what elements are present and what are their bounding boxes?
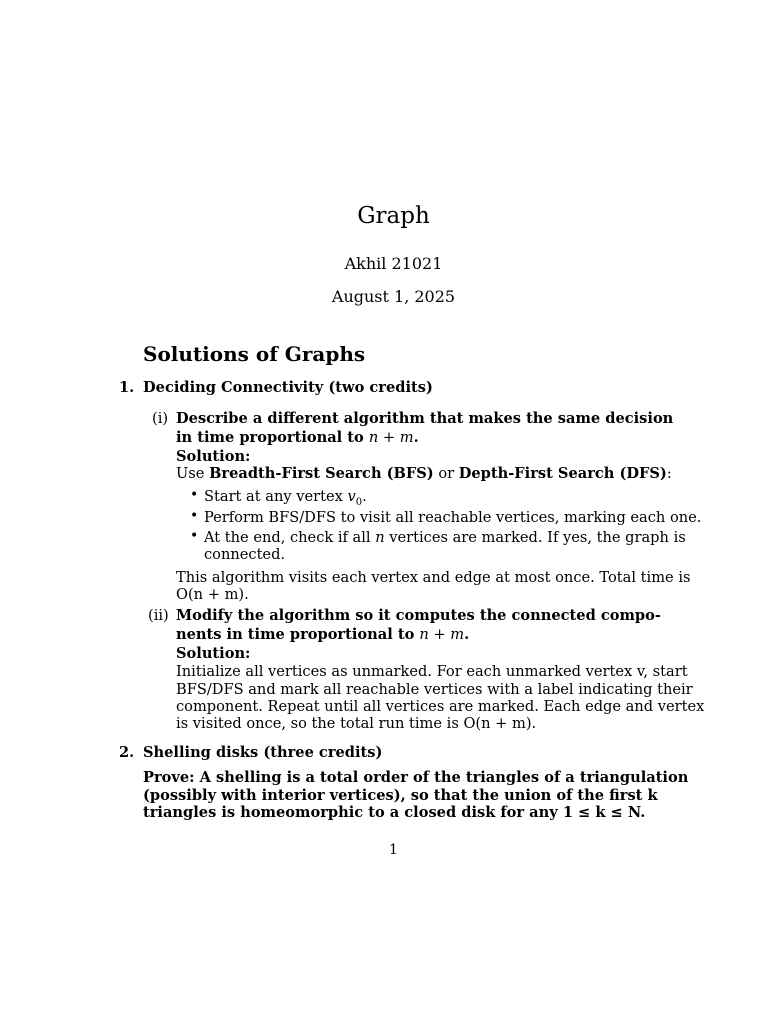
part-ii-question-line1: Modify the algorithm so it computes the connected compo- (176, 607, 661, 624)
bullet-icon: • (190, 487, 199, 503)
part-i-solution-label: Solution: (176, 448, 251, 465)
part-i-intro (176, 464, 672, 483)
part-i-closing-line1: This algorithm visits each vertex and edge at most once. Total time is (176, 569, 691, 586)
page-number: 1 (389, 842, 398, 858)
part-ii-body-line2: BFS/DFS and mark all reachable vertices with a label indicating their (176, 681, 693, 698)
part-ii-body-line3: component. Repeat until all vertices are marked. Each edge and vertex (176, 698, 705, 715)
intro-bfs: Breadth-First Search (BFS) (209, 465, 434, 482)
intro-dfs: Depth-First Search (DFS) (458, 465, 667, 482)
part-i-question-line2-text: in time proportional to (176, 429, 369, 446)
part-ii-body-line1: Initialize all vertices as unmarked. For each unmarked vertex v, start (176, 663, 688, 680)
part-ii-question-math: n + m (419, 626, 465, 643)
bullet-icon: • (190, 528, 199, 544)
intro-or: or (433, 465, 459, 482)
bullet-1-subscript: 0 (355, 496, 363, 508)
problem-2-number: 2. (119, 744, 135, 761)
part-ii-body-line4: is visited once, so the total run time is O(n + m). (176, 715, 537, 732)
part-i-question-math: n + m (368, 429, 414, 446)
document-date: August 1, 2025 (331, 287, 456, 306)
part-i-question-end: . (413, 429, 419, 446)
problem-1-heading: Deciding Connectivity (two credits) (143, 379, 433, 396)
bullet-3-line2: connected. (204, 546, 286, 563)
part-i-closing-line2: O(n + m). (176, 586, 249, 603)
intro-colon: : (666, 465, 672, 482)
problem-2-prove-line3: triangles is homeomorphic to a closed disk for any 1 ≤ k ≤ N. (143, 804, 646, 821)
problem-2-prove-line1: Prove: A shelling is a total order of the triangles of a triangulation (143, 769, 689, 786)
bullet-1-end: . (362, 488, 367, 505)
part-ii-question-end: . (464, 626, 470, 643)
intro-use: Use (176, 465, 210, 482)
bullet-3-text-a: At the end, check if all (204, 529, 376, 546)
part-ii-question-line2-text: nents in time proportional to (176, 626, 420, 643)
document-author: Akhil 21021 (344, 254, 443, 273)
bullet-icon: • (190, 508, 199, 524)
part-ii-label: (ii) (148, 607, 169, 624)
part-i-question-line1: Describe a different algorithm that makes the same decision (176, 410, 674, 427)
part-i-label: (i) (152, 410, 169, 427)
section-heading: Solutions of Graphs (143, 342, 366, 366)
bullet-1-math: v (347, 488, 356, 505)
problem-2-prove-line2: (possibly with interior vertices), so that the union of the first k (143, 787, 658, 804)
part-i-question-line2 (176, 428, 419, 447)
document-title: Graph (357, 203, 430, 229)
part-ii-question-line2 (176, 625, 469, 644)
problem-1-number: 1. (119, 379, 135, 396)
bullet-3-math: n (375, 529, 385, 546)
problem-2-heading: Shelling disks (three credits) (143, 744, 383, 761)
part-ii-solution-label: Solution: (176, 645, 251, 662)
bullet-1-text: Start at any vertex (204, 488, 348, 505)
bullet-2: Perform BFS/DFS to visit all reachable vertices, marking each one. (204, 509, 702, 526)
bullet-3-text-b: vertices are marked. If yes, the graph is (384, 529, 686, 546)
